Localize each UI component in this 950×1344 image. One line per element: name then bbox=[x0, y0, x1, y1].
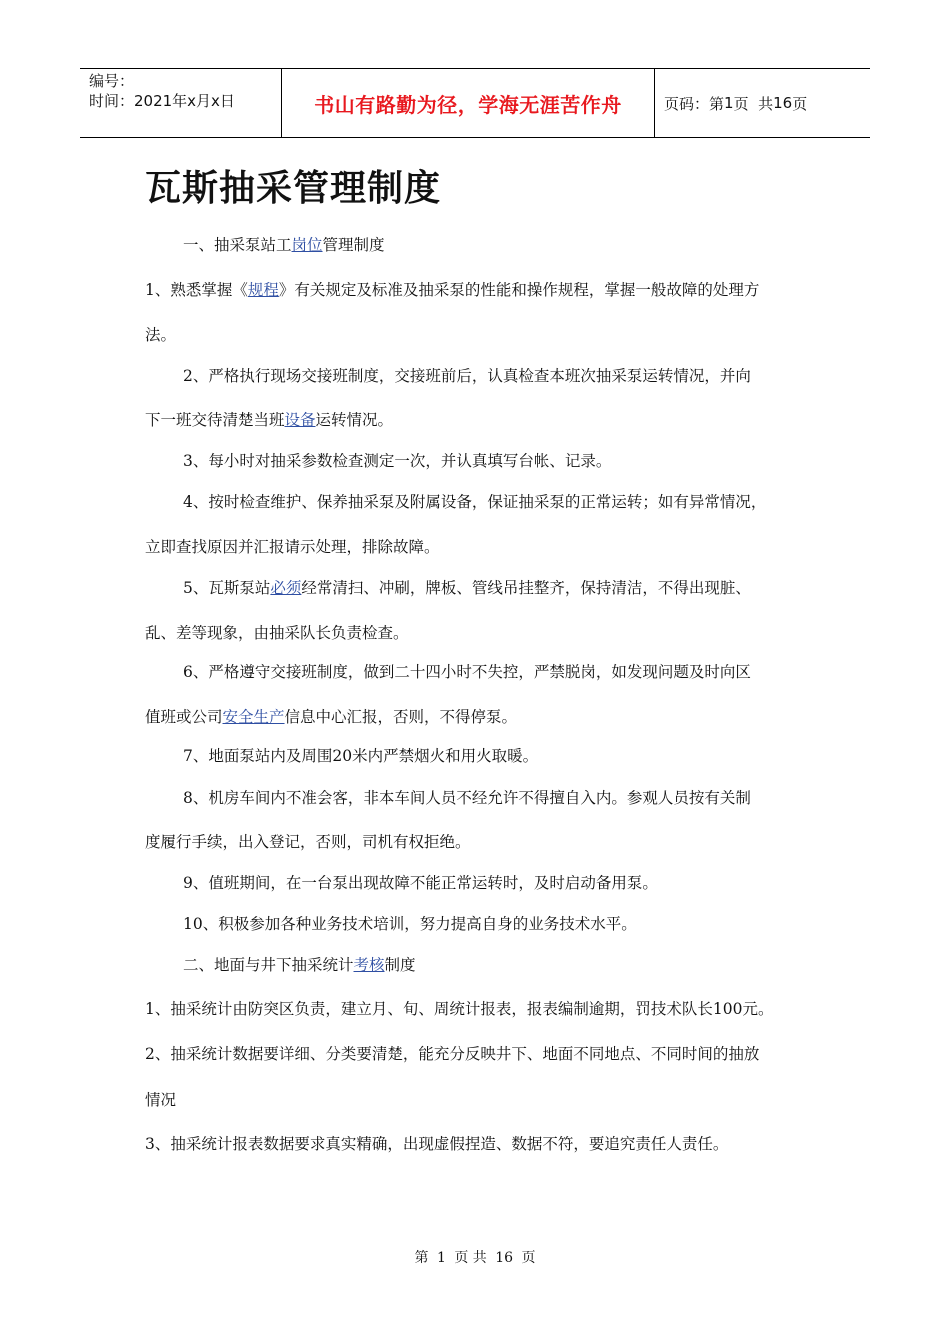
page-prefix: 页码：第 bbox=[664, 94, 725, 113]
footer-page-number: 1 bbox=[436, 1250, 446, 1266]
paragraph-line: 3、每小时对抽采参数检查测定一次，并认真填写台帐、记录。 bbox=[183, 452, 612, 470]
section-heading-2 bbox=[183, 953, 416, 975]
link-gangwei[interactable]: 岗位 bbox=[291, 236, 323, 254]
paragraph-line: 情况 bbox=[145, 1091, 177, 1109]
header-motto: 书山有路勤为径，学海无涯苦作舟 bbox=[282, 69, 655, 137]
number-label: 编号： bbox=[89, 72, 135, 90]
paragraph-line: 2、严格执行现场交接班制度，交接班前后，认真检查本班次抽采泵运转情况，并向 bbox=[183, 367, 751, 385]
paragraph-line: 1、抽采统计由防突区负责，建立月、旬、周统计报表，报表编制逾期，罚技术队长100元。 bbox=[145, 1000, 774, 1018]
text-run: 5、瓦斯泵站 bbox=[183, 579, 271, 597]
paragraph-line: 乱、差等现象，由抽采队长负责检查。 bbox=[145, 624, 409, 642]
page-mid: 页 共 bbox=[733, 94, 774, 113]
paragraph-line bbox=[145, 278, 759, 300]
paragraph-line: 6、严格遵守交接班制度，做到二十四小时不失控，严禁脱岗，如发现问题及时向区 bbox=[183, 663, 751, 681]
footer-suffix: 页 bbox=[521, 1250, 536, 1266]
page-number: 1 bbox=[724, 94, 734, 112]
text-run: 信息中心汇报，否则，不得停泵。 bbox=[284, 708, 518, 726]
text-run: 运转情况。 bbox=[315, 411, 394, 429]
paragraph-line: 法。 bbox=[145, 326, 177, 344]
paragraph-line bbox=[183, 576, 751, 598]
link-anquanshengchan[interactable]: 安全生产 bbox=[222, 708, 285, 726]
text-run: 管理制度 bbox=[322, 236, 385, 254]
paragraph-line: 7、地面泵站内及周围20米内严禁烟火和用火取暖。 bbox=[183, 747, 539, 765]
link-bixu[interactable]: 必须 bbox=[270, 579, 302, 597]
text-run: 1、熟悉掌握《 bbox=[145, 281, 248, 299]
paragraph-line: 3、抽采统计报表数据要求真实精确，出现虚假捏造、数据不符，要追究责任人责任。 bbox=[145, 1135, 729, 1153]
paragraph-line: 10、积极参加各种业务技术培训，努力提高自身的业务技术水平。 bbox=[183, 915, 637, 933]
page-suffix: 页 bbox=[792, 94, 808, 113]
link-kaohe[interactable]: 考核 bbox=[353, 956, 385, 974]
page-total: 16 bbox=[773, 94, 793, 112]
paragraph-line: 度履行手续，出入登记，否则，司机有权拒绝。 bbox=[145, 833, 471, 851]
paragraph-line: 9、值班期间，在一台泵出现故障不能正常运转时，及时启动备用泵。 bbox=[183, 874, 658, 892]
header-info-cell bbox=[80, 69, 282, 137]
text-run: 一、抽采泵站工 bbox=[183, 236, 292, 254]
text-run: 经常清扫、冲刷，牌板、管线吊挂整齐，保持清洁，不得出现脏、 bbox=[301, 579, 751, 597]
text-run: 》有关规定及标准及抽采泵的性能和操作规程，掌握一般故障的处理方 bbox=[278, 281, 760, 299]
section-heading-1 bbox=[183, 233, 385, 255]
link-shebei[interactable]: 设备 bbox=[284, 411, 316, 429]
paragraph-line bbox=[145, 408, 393, 430]
paragraph-line: 4、按时检查维护、保养抽采泵及附属设备，保证抽采泵的正常运转；如有异常情况， bbox=[183, 493, 767, 511]
text-run: 二、地面与井下抽采统计 bbox=[183, 956, 354, 974]
document-title: 瓦斯抽采管理制度 bbox=[145, 168, 442, 209]
footer-mid: 页 共 bbox=[454, 1250, 487, 1266]
text-run: 下一班交待清楚当班 bbox=[145, 411, 285, 429]
footer-page-total: 16 bbox=[495, 1250, 514, 1266]
text-run: 值班或公司 bbox=[145, 708, 223, 726]
footer-prefix: 第 bbox=[414, 1250, 429, 1266]
paragraph-line: 2、抽采统计数据要详细、分类要清楚，能充分反映井下、地面不同地点、不同时间的抽放 bbox=[145, 1045, 760, 1063]
header-table bbox=[80, 68, 870, 138]
text-run: 制度 bbox=[384, 956, 416, 974]
paragraph-line: 8、机房车间内不准会客，非本车间人员不经允许不得擅自入内。参观人员按有关制 bbox=[183, 789, 751, 807]
header-page-info bbox=[655, 69, 870, 137]
link-guicheng[interactable]: 规程 bbox=[247, 281, 279, 299]
paragraph-line bbox=[145, 705, 517, 727]
page-footer bbox=[0, 1247, 950, 1267]
paragraph-line: 立即查找原因并汇报请示处理，排除故障。 bbox=[145, 538, 440, 556]
time-label: 时间：2021年x月x日 bbox=[89, 92, 235, 110]
